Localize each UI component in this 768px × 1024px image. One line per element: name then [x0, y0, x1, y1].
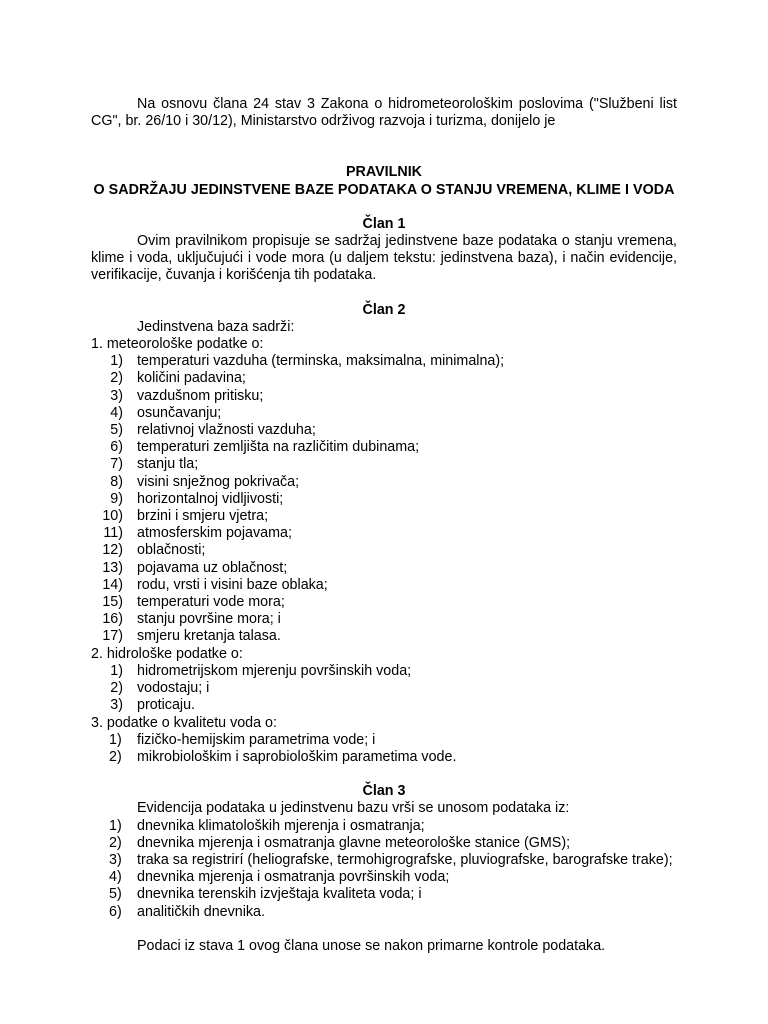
item-text: brzini i smjeru vjetra; — [137, 508, 269, 525]
item-number: 4) — [109, 869, 122, 886]
item-text: horizontalnoj vidljivosti; — [137, 490, 284, 507]
item-number: 6) — [110, 439, 123, 456]
list-item — [91, 405, 677, 422]
list-item — [91, 904, 677, 921]
item-text: visini snježnog pokrivača; — [137, 473, 300, 490]
item-text: dnevnika terenskih izvještaja kvaliteta voda; i — [137, 886, 422, 903]
item-number: 3) — [109, 851, 122, 868]
item-number: 3) — [110, 387, 123, 404]
list-item — [91, 508, 677, 525]
item-number: 5) — [110, 422, 123, 439]
item-number: 8) — [110, 473, 123, 490]
item-text: smjeru kretanja talasa. — [137, 628, 281, 645]
group-3-label: 3. podatke o kvalitetu voda o: — [91, 714, 277, 731]
item-text: dnevnika mjerenja i osmatranja glavne meteorološke stanice (GMS); — [137, 834, 571, 851]
item-number: 2) — [110, 370, 123, 387]
item-number: 5) — [109, 886, 122, 903]
item-text: hidrometrijskom mjerenju površinskih voda; — [137, 662, 412, 679]
item-number: 17) — [102, 628, 123, 645]
item-number: 2) — [109, 748, 122, 765]
document-title: PRAVILNIK — [346, 164, 422, 181]
article-2-lead: Jedinstvena baza sadrži: — [137, 318, 295, 335]
list-item — [91, 577, 677, 594]
item-text: temperaturi vode mora; — [137, 594, 285, 611]
item-number: 2) — [109, 834, 122, 851]
list-item — [91, 474, 677, 491]
item-number: 4) — [110, 404, 123, 421]
list-item — [91, 370, 677, 387]
item-number: 7) — [110, 456, 123, 473]
list-item — [91, 388, 677, 405]
article-2-heading: Član 2 — [362, 301, 406, 318]
list-item — [91, 422, 677, 439]
group-2-list — [91, 663, 677, 715]
list-item — [91, 818, 677, 835]
item-number: 12) — [102, 542, 123, 559]
list-item — [91, 680, 677, 697]
list-item — [91, 732, 677, 749]
item-text: rodu, vrsti i visini baze oblaka; — [137, 576, 328, 593]
group-3-list — [91, 732, 677, 766]
document-subtitle: O SADRŽAJU JEDINSTVENE BAZE PODATAKA O STANJU VREMENA, KLIME I VODA — [93, 181, 675, 198]
list-item — [91, 628, 677, 645]
list-item — [91, 663, 677, 680]
item-number: 1) — [110, 662, 123, 679]
group-1-list — [91, 353, 677, 645]
list-item — [91, 542, 677, 559]
item-number: 6) — [109, 903, 122, 920]
item-text: stanju površine mora; i — [137, 611, 281, 628]
item-number: 2) — [110, 680, 123, 697]
item-number: 15) — [102, 594, 123, 611]
item-text: proticaju. — [137, 697, 196, 714]
article-1-heading: Član 1 — [362, 215, 406, 232]
item-text: osunčavanju; — [137, 404, 222, 421]
list-item — [91, 491, 677, 508]
item-text: traka sa registrirí (heliografske, termohigrografske, pluviografske, barografske trake); — [137, 851, 673, 868]
article-3-list — [91, 818, 677, 921]
list-item — [91, 439, 677, 456]
item-number: 1) — [110, 353, 123, 370]
item-number: 9) — [110, 490, 123, 507]
list-item — [91, 749, 677, 766]
item-text: vazdušnom pritisku; — [137, 387, 264, 404]
item-text: mikrobiološkim i saprobiološkim parametima vode. — [137, 748, 457, 765]
item-number: 16) — [102, 611, 123, 628]
list-item — [91, 353, 677, 370]
item-text: atmosferskim pojavama; — [137, 525, 292, 542]
item-number: 1) — [109, 731, 122, 748]
item-text: stanju tla; — [137, 456, 199, 473]
item-text: pojavama uz oblačnost; — [137, 559, 288, 576]
list-item — [91, 560, 677, 577]
article-3-heading: Član 3 — [362, 783, 406, 800]
item-number: 14) — [102, 576, 123, 593]
list-item — [91, 525, 677, 542]
item-number: 13) — [102, 559, 123, 576]
preamble: Na osnovu člana 24 stav 3 Zakona o hidrometeorološkim poslovima ("Službeni list CG", br. 26/10 i 30/12), Ministarstvo održivog razvoja i turizma, donijelo je — [91, 96, 677, 130]
article-3-note: Podaci iz stava 1 ovog člana unose se nakon primarne kontrole podataka. — [137, 937, 606, 954]
list-item — [91, 594, 677, 611]
item-text: analitičkih dnevnika. — [137, 903, 265, 920]
group-1-label: 1. meteorološke podatke o: — [91, 336, 264, 353]
item-text: vodostaju; i — [137, 680, 210, 697]
list-item — [91, 697, 677, 714]
article-3-lead: Evidencija podataka u jedinstvenu bazu vrši se unosom podataka iz: — [137, 800, 570, 817]
item-text: dnevnika mjerenja i osmatranja površinskih voda; — [137, 869, 450, 886]
item-number: 10) — [102, 508, 123, 525]
list-item — [91, 869, 677, 886]
item-text: temperaturi zemljišta na različitim dubinama; — [137, 439, 420, 456]
item-number: 3) — [110, 697, 123, 714]
item-text: relativnoj vlažnosti vazduha; — [137, 422, 316, 439]
group-2-label: 2. hidrološke podatke o: — [91, 645, 243, 662]
document-page — [91, 96, 677, 955]
list-item — [91, 611, 677, 628]
list-item — [91, 852, 677, 869]
item-text: dnevnika klimatoloških mjerenja i osmatranja; — [137, 817, 425, 834]
list-item — [91, 456, 677, 473]
article-1-text: Ovim pravilnikom propisuje se sadržaj jedinstvene baze podataka o stanju vremena, klime i voda, uključujući i vode mora (u daljem tekstu: jedinstvena baza), i način evidencije, verifikacije, čuvanja i korišćenja tih podataka. — [91, 233, 677, 284]
list-item — [91, 886, 677, 903]
item-text: oblačnosti; — [137, 542, 206, 559]
item-text: temperaturi vazduha (terminska, maksimalna, minimalna); — [137, 353, 505, 370]
item-text: količini padavina; — [137, 370, 246, 387]
item-number: 1) — [109, 817, 122, 834]
item-text: fizičko-hemijskim parametrima vode; i — [137, 731, 376, 748]
item-number: 11) — [103, 525, 123, 542]
list-item — [91, 835, 677, 852]
